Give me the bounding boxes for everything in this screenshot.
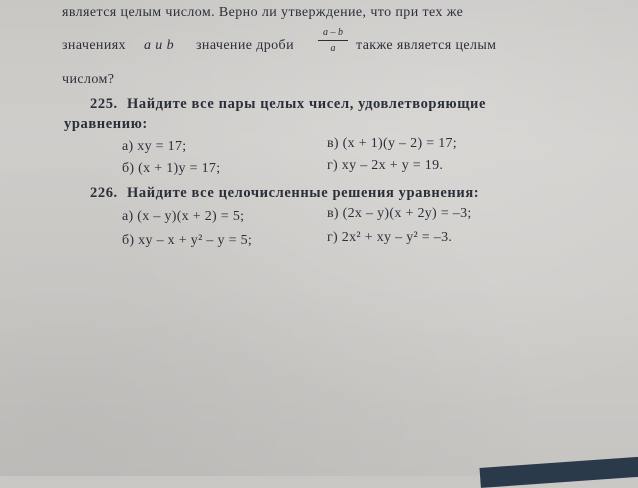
text-line-3: числом? [62,72,115,87]
problem-226-v: в) (2x – y)(x + 2y) = –3; [327,206,472,221]
text-line-2a: значениях [62,38,126,53]
problem-225-a: а) xy = 17; [122,139,187,154]
problem-225-text-2: уравнению: [64,116,148,132]
problem-225-number: 225. [90,96,118,112]
fraction-bar [318,40,348,41]
problem-226-text: Найдите все целочисленные решения уравнения: [127,185,480,201]
text-line-2-vars: a и b [144,38,174,53]
text-line-2c: также является целым [356,38,497,53]
problem-226-number: 226. [90,185,118,201]
fraction-denominator: a [330,43,336,54]
problem-225-v: в) (x + 1)(y – 2) = 17; [327,136,458,151]
text-line-2b: значение дроби [196,38,294,53]
text-line-1: является целым числом. Верно ли утверждение, что при тех же [62,5,464,20]
problem-225-g: г) xy – 2x + y = 19. [327,158,444,173]
fraction [318,27,348,54]
problem-225-text: Найдите все пары целых чисел, удовлетворяющие [127,96,487,112]
fraction-numerator: a – b [323,27,343,38]
problem-226-g: г) 2x² + xy – y² = –3. [327,230,453,245]
problem-226-a: а) (x – y)(x + 2) = 5; [122,209,245,224]
problem-225-b: б) (x + 1)y = 17; [122,161,221,176]
problem-226-b: б) xy – x + y² – y = 5; [122,233,253,248]
